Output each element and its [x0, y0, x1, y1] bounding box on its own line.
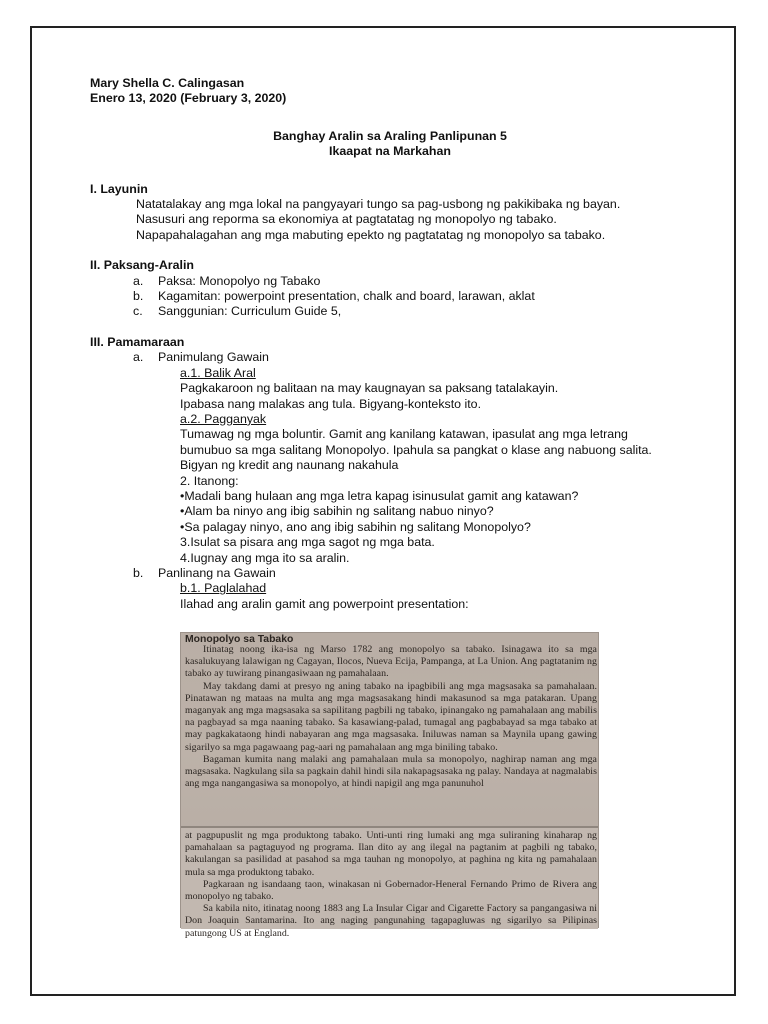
paksa-item [90, 289, 690, 304]
balik-aral-heading: a.1. Balik Aral [180, 365, 256, 380]
pamamaraan-a-label: a. [133, 350, 144, 365]
paksa-item-label: b. [133, 289, 144, 304]
pagganyak-line: Tumawag ng mga boluntir. Gamit ang kanilang katawan, ipasulat ang mga letrang [180, 427, 628, 442]
photo-paragraph: at pagpupuslit ng mga produktong tabako. Unti-unti ring lumaki ang mga suliraning kinaharap ng pamahalaan sa pagtaguyod ng programa. Ilan dito ay ang ilegal na pagtanim at pagbili ng tabako, kakulangan sa pasilidad at pasahod sa mga tauhan ng monopolyo, at paghina ng kita ng pamahalaan mula sa mga produktong tabako. [185, 830, 597, 878]
photo-paragraph: May takdang dami at presyo ng aning tabako na ipagbibili ang mga magsasaka sa pamahalaan. Pinatawan ng mataas na multa ang mga magsasakang hindi makasunod sa mga patakaran. Upang maganyak ang mga magsasaka sa sapilitang pagbili ng tabako, ipinangako ng pamahalaan ang mabilis na pagbayad sa mga naaning tabako. Sa kasawiang-palad, tumagal ang pagbabayad sa mga tabako at may pagkakataong hindi nabayaran ang mga magsasaka. Iniluwas naman sa Maynila upang gawing sigarilyo sa mga pagawaang pag-aari ng pamahalaan ang mga biniling tabako. [185, 680, 597, 753]
pamamaraan-b-label: b. [133, 565, 144, 580]
photo-seam [181, 826, 598, 828]
pamamaraan-a-title: Panimulang Gawain [158, 350, 269, 365]
paksa-item-label: c. [133, 304, 143, 319]
pagganyak-line: •Madali bang hulaan ang mga letra kapag isinusulat gamit ang katawan? [180, 488, 579, 503]
pagganyak-line: 2. Itanong: [180, 473, 239, 488]
author-name: Mary Shella C. Calingasan [90, 76, 245, 90]
layunin-item: Napapahalagahan ang mga mabuting epekto ng pagtatatag ng monopolyo sa tabako. [136, 227, 606, 242]
paglalahad-line: Ilahad ang aralin gamit ang powerpoint presentation: [180, 596, 469, 611]
pamamaraan-b-title: Panlinang na Gawain [158, 565, 276, 580]
pagganyak-heading: a.2. Pagganyak [180, 411, 267, 426]
paksa-item-text: Kagamitan: powerpoint presentation, chalk and board, larawan, aklat [158, 289, 535, 304]
photo-paragraph: Pagkaraan ng isandaang taon, winakasan ni Gobernador-Heneral Fernando Primo de Rivera ang monopolyo ng tabako. [185, 878, 597, 903]
pagganyak-line: Bigyan ng kredit ang naunang nakahula [180, 458, 399, 473]
paksa-item [90, 274, 690, 289]
balik-aral-line: Ipabasa nang malakas ang tula. Bigyang-konteksto ito. [180, 396, 482, 411]
paksa-item-text: Sanggunian: Curriculum Guide 5, [158, 304, 342, 319]
section-pamamaraan-heading: III. Pamamaraan [90, 334, 185, 349]
paglalahad-heading: b.1. Paglalahad [180, 581, 267, 596]
document-subtitle: Ikaapat na Markahan [329, 144, 451, 159]
textbook-photo [180, 632, 599, 939]
photo-upper-text [185, 644, 597, 790]
photo-heading: Monopolyo sa Tabako [185, 634, 294, 645]
photo-paragraph: Sa kabila nito, itinatag noong 1883 ang La Insular Cigar and Cigarette Factory sa pangangasiwa ni Don Joaquin Santamarina. Ito ang naging pangunahing tagapagluwas ng sigarilyo sa Pilipinas patungong US at England. [185, 903, 597, 939]
photo-lower-text [185, 830, 597, 940]
section-layunin-heading: I. Layunin [90, 181, 148, 196]
document-title: Banghay Aralin sa Araling Panlipunan 5 [273, 128, 507, 143]
photo-paragraph: Bagaman kumita nang malaki ang pamahalaan mula sa monopolyo, naghirap naman ang mga magsasaka. Nagkulang sila sa pagkain dahil hindi sila nakapagsasaka ng palay. Nandaya at nagmalabis ang mga nangangasiwa sa monopolyo, at hindi napigil ang mga panunuhol [185, 753, 597, 790]
layunin-item: Nasusuri ang reporma sa ekonomiya at pagtatatag ng monopolyo ng tabako. [136, 212, 557, 227]
paksa-item-label: a. [133, 273, 144, 288]
photo-paragraph: Itinatag noong ika-isa ng Marso 1782 ang monopolyo sa tabako. Isinagawa ito sa mga kasalukuyang lalawigan ng Cagayan, Ilocos, Nueva Ecija, Pampanga, at La Union. Ang pagtatanim ng tabako ay tuwirang pinangasiwaan ng pamahalaan. [185, 644, 597, 680]
section-paksa-heading: II. Paksang-Aralin [90, 258, 194, 273]
document-date: Enero 13, 2020 (February 3, 2020) [90, 91, 287, 106]
pamamaraan-a [90, 350, 690, 365]
pagganyak-line: •Alam ba ninyo ang ibig sabihin ng salitang nabuo ninyo? [180, 504, 494, 519]
pamamaraan-b [90, 566, 690, 581]
pagganyak-line: bumubuo sa mga salitang Monopolyo. Ipahula sa pangkat o klase ang nabuong salita. [180, 442, 652, 457]
layunin-item: Natatalakay ang mga lokal na pangyayari tungo sa pag-usbong ng pakikibaka ng bayan. [136, 197, 621, 212]
document-body [90, 76, 690, 612]
paksa-item [90, 304, 690, 319]
balik-aral-line: Pagkakaroon ng balitaan na may kaugnayan sa paksang tatalakayin. [180, 381, 559, 396]
pagganyak-line: 4.Iugnay ang mga ito sa aralin. [180, 550, 350, 565]
pagganyak-line: •Sa palagay ninyo, ano ang ibig sabihin ng salitang Monopolyo? [180, 519, 531, 534]
paksa-item-text: Paksa: Monopolyo ng Tabako [158, 273, 321, 288]
pagganyak-line: 3.Isulat sa pisara ang mga sagot ng mga bata. [180, 535, 435, 550]
